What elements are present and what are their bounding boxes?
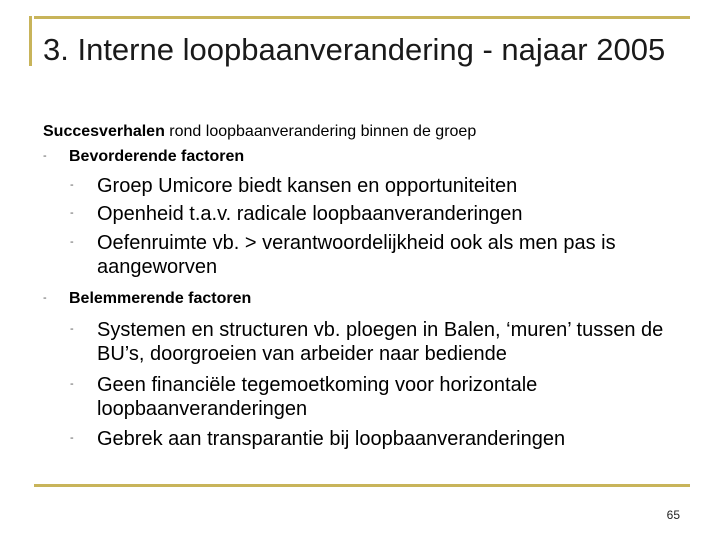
section-1-item-2-bullet: - xyxy=(70,207,74,219)
section-1-item-3-bullet: - xyxy=(70,236,74,248)
section-1-heading: Bevorderende factoren xyxy=(69,148,245,165)
section-2-bullet: - xyxy=(43,292,47,304)
title-rule-vertical xyxy=(29,16,32,66)
section-2-item-1: Systemen en structuren vb. ploegen in Balen, ‘muren’ tussen de BU’s, doorgroeien van arbeider naar bediende xyxy=(97,319,664,365)
footer-rule xyxy=(34,484,690,487)
section-1-item-3: Oefenruimte vb. > verantwoordelijkheid ook als men pas is aangeworven xyxy=(97,232,616,278)
section-2-item-1-bullet: - xyxy=(70,323,74,335)
section-2-item-2-bullet: - xyxy=(70,378,74,390)
section-2-item-2: Geen financiële tegemoetkoming voor horizontale loopbaanveranderingen xyxy=(97,374,538,420)
section-2-item-3-bullet: - xyxy=(70,432,74,444)
section-1-item-2: Openheid t.a.v. radicale loopbaanveranderingen xyxy=(97,203,523,225)
section-1-item-1-bullet: - xyxy=(70,179,74,191)
section-2-item-3: Gebrek aan transparantie bij loopbaanveranderingen xyxy=(97,428,566,450)
slide-title: 3. Interne loopbaanverandering - najaar 2005 xyxy=(43,32,666,67)
page-number: 65 xyxy=(666,508,680,522)
intro-text: rond loopbaanverandering binnen de groep xyxy=(164,123,477,140)
section-2-heading: Belemmerende factoren xyxy=(69,290,252,307)
section-1-bullet: - xyxy=(43,150,47,162)
section-1-item-1: Groep Umicore biedt kansen en opportuniteiten xyxy=(97,175,518,197)
title-rule-horizontal xyxy=(34,16,690,19)
intro-line xyxy=(43,122,476,142)
intro-bold-text: Succesverhalen xyxy=(43,123,165,140)
